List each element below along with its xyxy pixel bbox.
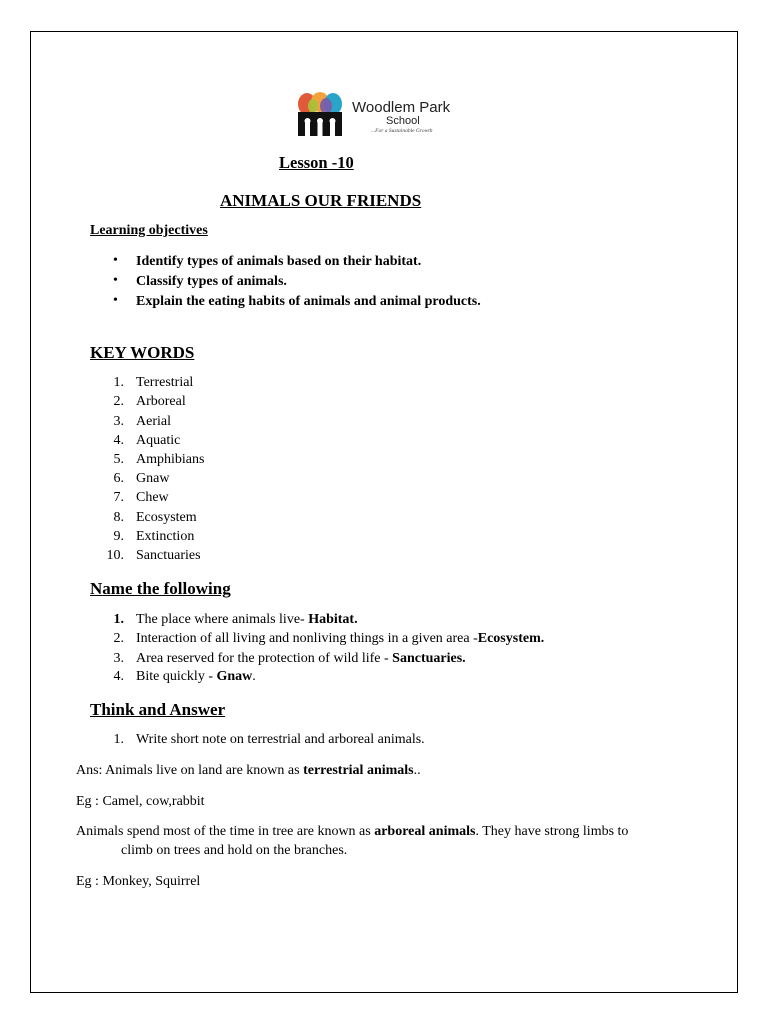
keyword-item: Sanctuaries [136,548,201,563]
objective-item: Identify types of animals based on their habitat. [136,254,422,269]
name-following-item: Bite quickly - Gnaw. [136,669,256,684]
objective-item: Explain the eating habits of animals and animal products. [136,294,481,309]
keywords-heading: KEY WORDS [90,343,195,362]
keyword-item: Amphibians [136,452,205,467]
answer-arboreal-continued: climb on trees and hold on the branches. [121,843,348,858]
objective-item: Classify types of animals. [136,274,287,289]
keyword-item: Gnaw [136,471,170,486]
logo-school-name: Woodlem Park [352,99,451,116]
keyword-item: Extinction [136,529,195,544]
keyword-item: Arboreal [136,394,186,409]
name-following-item: Area reserved for the protection of wild life - Sanctuaries. [136,651,466,666]
bullet-marker: • [113,293,118,308]
think-answer-heading: Think and Answer [90,700,226,719]
name-following-item: Interaction of all living and nonliving things in a given area -Ecosystem. [136,631,545,646]
page-title: ANIMALS OUR FRIENDS [220,191,422,210]
objectives-heading: Learning objectives [90,223,208,238]
example-terrestrial: Eg : Camel, cow,rabbit [76,794,205,809]
logo-tagline: ...For a Sustainable Growth [371,128,433,134]
answer-terrestrial: Ans: Animals live on land are known as terrestrial animals.. [76,763,421,778]
question-item: Write short note on terrestrial and arboreal animals. [136,732,425,747]
bullet-marker: • [113,253,118,268]
name-following-item: The place where animals live- Habitat. [136,612,358,627]
school-logo [296,92,476,138]
keyword-item: Chew [136,490,169,505]
logo-school-sub: School [386,115,420,127]
keyword-item: Terrestrial [136,375,194,390]
name-following-heading: Name the following [90,579,231,598]
keyword-item: Aquatic [136,433,181,448]
keyword-item: Aerial [136,414,171,429]
keyword-item: Ecosystem [136,510,197,525]
logo-emblem-icon [296,92,350,138]
answer-arboreal: Animals spend most of the time in tree are known as arboreal animals. They have strong limbs to [76,824,629,839]
bullet-marker: • [113,273,118,288]
lesson-number: Lesson -10 [279,153,354,172]
example-arboreal: Eg : Monkey, Squirrel [76,874,201,889]
